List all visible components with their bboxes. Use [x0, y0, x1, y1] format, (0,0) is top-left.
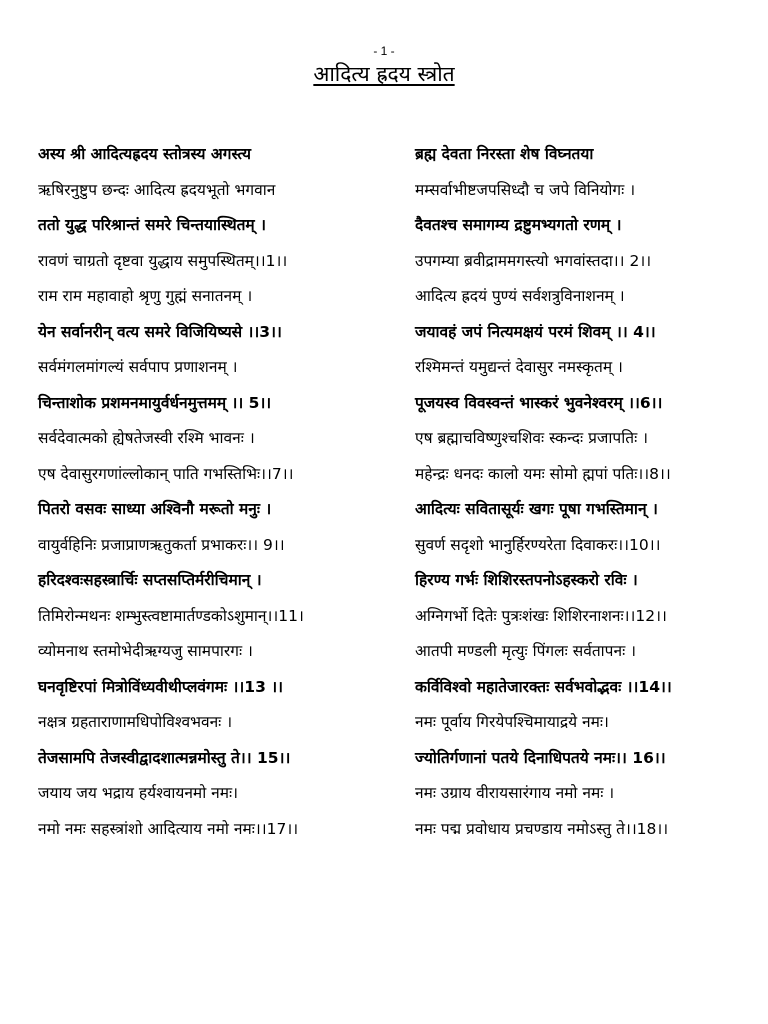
right-verse-line: नमः पद्म प्रवोधाय प्रचण्डाय नमोऽस्तु ते।।18।। [415, 819, 669, 838]
left-verse-line: चिन्ताशोक प्रशमनमायुर्वर्धनमुत्तमम् ।। 5।। [38, 393, 272, 412]
right-verse-line: ब्रह्म देवता निरस्ता शेष विघ्नतया [415, 145, 594, 163]
left-verse-line: वायुर्वहिनिः प्रजाप्राणऋतुकर्ता प्रभाकरः।। 9।। [38, 535, 285, 554]
right-verse-line: अग्निगर्भो दितेः पुत्रःशंखः शिशिरनाशनः।।12।। [415, 606, 667, 625]
left-verse-line: येन सर्वानरीन् वत्य समरे विजियिष्यसे ।।3।। [38, 322, 282, 341]
left-verse-line: ततो युद्ध परिश्रान्तं समरे चिन्तयास्थितम् । [38, 216, 266, 234]
right-verse-line: कर्विविश्वो महातेजारक्तः सर्वभवोद्भवः ।।14।। [415, 677, 672, 696]
left-verse-line: तेजसामपि तेजस्वीद्वादशात्मन्नमोस्तु ते।। 15।। [38, 748, 291, 767]
right-verse-line: उपगम्या ब्रवीद्राममगस्त्यो भगवांस्तदा।। 2।। [415, 251, 652, 270]
left-verse-line: नक्षत्र ग्रहताराणामधिपोविश्वभवनः । [38, 713, 233, 731]
left-verse-line: अस्य श्री आदित्यह्रदय स्तोत्रस्य अगस्त्य [38, 145, 251, 163]
right-verse-line: मम्सर्वाभीष्टजपसिध्दौ च जपे विनियोगः । [415, 180, 636, 199]
left-verse-line: घनवृष्टिरपां मित्रोविंध्यवीथीप्लवंगमः ।।13 ।। [38, 677, 284, 696]
left-verse-line: पितरो वसवः साध्या अश्विनौ मरूतो मनुः । [38, 500, 272, 518]
right-verse-line: हिरण्य गर्भः शिशिरस्तपनोऽहस्करो रविः । [415, 571, 638, 589]
left-verse-line: तिमिरोन्मथनः शम्भुस्त्वष्टामार्तण्डकोऽशुमान्।।11। [38, 606, 304, 625]
right-verse-line: महेन्द्रः धनदः कालो यमः सोमो ह्मपां पतिः।।8।। [415, 464, 671, 483]
page-title-text: आदित्य ह्रदय स्त्रोत [313, 62, 455, 86]
page-title [0, 60, 768, 88]
right-column [415, 141, 760, 851]
left-verse-line: राम राम महावाहो श्रृणु गुह्मं सनातनम् । [38, 287, 253, 305]
left-column [38, 141, 400, 851]
left-verse-line: रावणं चाग्रतो दृष्टवा युद्धाय समुपस्थितम्।।1।। [38, 251, 288, 270]
left-verse-line: ऋषिरनुष्टुप छन्दः आदित्य ह्रदयभूतो भगवान [38, 180, 276, 199]
right-verse-line: जयावहं जपं नित्यमक्षयं परमं शिवम् ।। 4।। [415, 322, 656, 341]
right-verse-line: पूजयस्व विवस्वन्तं भास्करं भुवनेश्वरम् ।।6।। [415, 393, 663, 412]
right-verse-line: सुवर्ण सदृशो भानुर्हिरण्यरेता दिवाकरः।।10।। [415, 535, 661, 554]
right-verse-line: नमः उग्राय वीरायसारंगाय नमो नमः । [415, 784, 615, 802]
left-verse-line: नमो नमः सहस्त्रांशो आदित्याय नमो नमः।।17।। [38, 819, 299, 838]
page-number: - 1 - [373, 44, 395, 58]
right-verse-line: नमः पूर्वाय गिरयेपश्चिमायाद्रये नमः। [415, 713, 609, 731]
left-verse-line: एष देवासुरगणांल्लोकान् पाति गभस्तिभिः।।7।। [38, 464, 294, 483]
left-verse-line: सर्वदेवात्मको ह्येषतेजस्वी रश्मि भावनः । [38, 429, 255, 447]
right-verse-line: आदित्य ह्रदयं पुण्यं सर्वशत्रुविनाशनम् । [415, 287, 625, 305]
right-verse-line: ज्योतिर्गणानां पतये दिनाधिपतये नमः।। 16।। [415, 748, 666, 767]
left-verse-line: जयाय जय भद्राय हर्यश्वायनमो नमः। [38, 784, 239, 802]
right-verse-line: एष ब्रह्माचविष्णुश्चशिवः स्कन्दः प्रजापतिः । [415, 429, 649, 447]
right-verse-line: आतपी मण्डली मृत्युः पिंगलः सर्वतापनः । [415, 642, 637, 660]
right-verse-line: दैवतश्च समागम्य द्रष्टुमभ्यगतो रणम् । [415, 216, 622, 234]
left-verse-line: व्योमनाथ स्तमोभेदीऋग्यजु सामपारगः । [38, 642, 253, 660]
left-verse-line: हरिदश्वःसहस्त्रार्चिः सप्तसप्तिर्मरीचिमान् । [38, 571, 262, 589]
left-verse-line: सर्वमंगलमांगल्यं सर्वपाप प्रणाशनम् । [38, 358, 238, 376]
right-verse-line: रश्मिमन्तं यमुद्यन्तं देवासुर नमस्कृतम् । [415, 358, 623, 376]
right-verse-line: आदित्यः सवितासूर्यः खगः पूषा गभस्तिमान् । [415, 500, 658, 518]
